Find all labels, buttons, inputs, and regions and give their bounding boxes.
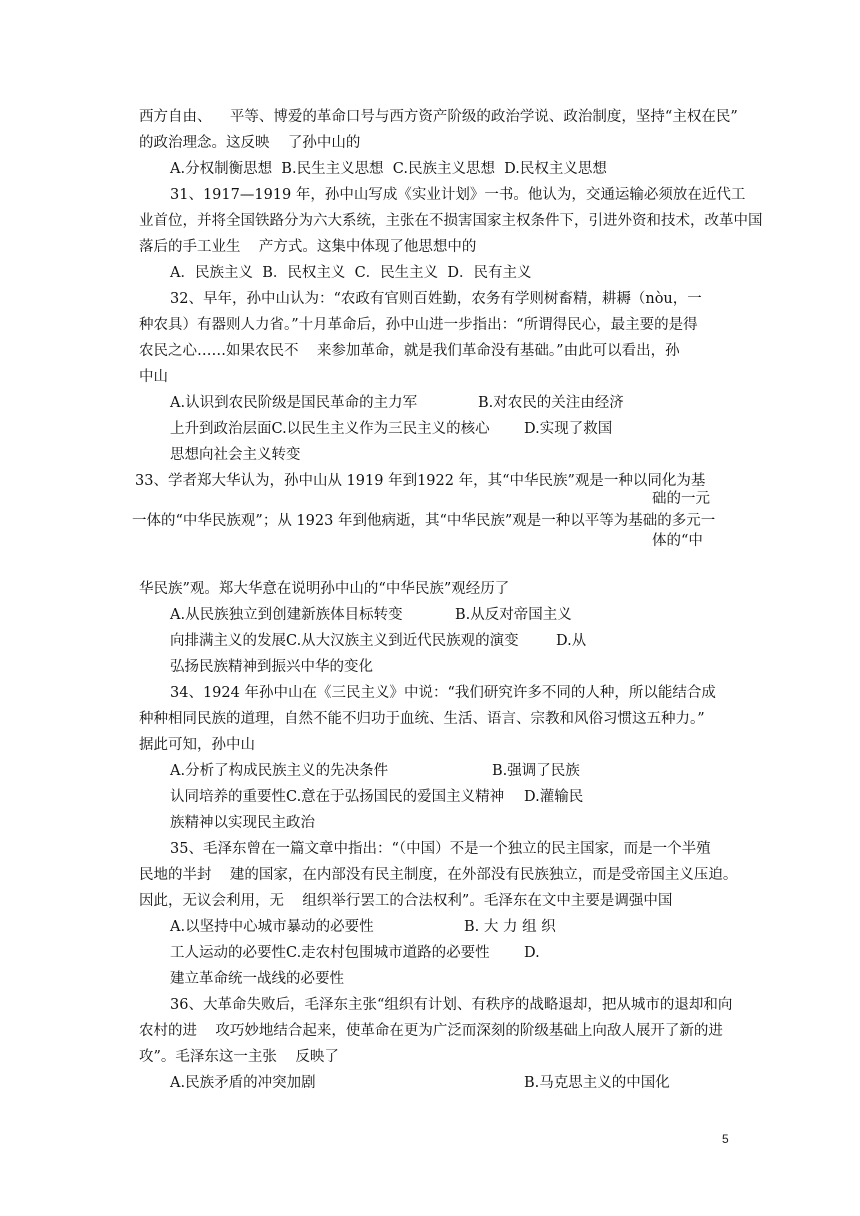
option-line: A.分权制衡思想 B.民生主义思想 C.民族主义思想 D.民权主义思想 <box>170 161 607 177</box>
option-c: 向排满主义的发展C.从大汉族主义到近代民族观的演变 <box>170 633 519 649</box>
option-a: A.以坚持中心城市暴动的必要性 <box>170 919 374 935</box>
question-35: 35、毛泽东曾在一篇文章中指出：“（中国）不是一个独立的民主国家，而是一个半殖 <box>170 841 711 857</box>
text-line: 建立革命统一战线的必要性 <box>170 971 344 987</box>
page-number: 5 <box>722 1132 729 1146</box>
text-line: 种种相同民族的道理，自然不能不归功于血统、生活、语言、宗教和风俗习惯这五种力。” <box>139 711 705 727</box>
question-32: 32、早年，孙中山认为：“农政有官则百姓勤，农务有学则树畜精，耕耨（nòu，一 <box>170 291 702 307</box>
option-d: D.实现了救国 <box>524 421 613 437</box>
option-a: A.认识到农民阶级是国民革命的主力军 <box>170 395 418 411</box>
text-line: 农民之心……如果农民不 来参加革命，就是我们革命没有基础。”由此可以看出，孙 <box>139 343 680 359</box>
text-line: 种农具）有器则人力省。”十月革命后，孙中山进一步指出：“所谓得民心，最主要的是得 <box>139 317 698 333</box>
text-line: 因此，无议会利用，无 组织举行罢工的合法权利”。毛泽东在文中主要是调强中国 <box>139 893 673 909</box>
text-line: 一体的“中华民族观”；从 1923 年到他病逝，其“中华民族”观是一种以平等为基础的多元一 <box>132 513 716 529</box>
option-b: B. 大 力 组 织 <box>464 919 556 935</box>
option-b: B.从反对帝国主义 <box>455 607 572 623</box>
option-b: B.马克思主义的中国化 <box>524 1075 670 1091</box>
option-b: B.强调了民族 <box>492 763 580 779</box>
option-a: A.民族矛盾的冲突加剧 <box>170 1075 316 1091</box>
text-line: 弘扬民族精神到振兴中华的变化 <box>170 659 373 675</box>
option-b: B.对农民的关注由经济 <box>478 395 624 411</box>
text-line: 族精神以实现民主政治 <box>170 815 315 831</box>
question-34: 34、1924 年孙中山在《三民主义》中说：“我们研究许多不同的人种，所以能结合成 <box>170 685 716 701</box>
option-d: D. <box>524 945 540 961</box>
option-d: D.灌输民 <box>524 789 584 805</box>
question-36: 36、大革命失败后，毛泽东主张“组织有计划、有秩序的战略退却，把从城市的退却和向 <box>170 997 733 1013</box>
text-line: 础的一元 <box>652 491 710 507</box>
option-c: 认同培养的重要性C.意在于弘扬国民的爱国主义精神 <box>170 789 505 805</box>
text-line: 华民族”观。郑大华意在说明孙中山的“中华民族”观经历了 <box>139 581 510 597</box>
text-line: 思想向社会主义转变 <box>170 447 301 463</box>
option-c: 上升到政治层面C.以民生主义作为三民主义的核心 <box>170 421 490 437</box>
option-line: A．民族主义 B．民权主义 C．民生主义 D．民有主义 <box>170 265 532 281</box>
text-line: 中山 <box>139 369 168 385</box>
text-line: 农村的进 攻巧妙地结合起来，使革命在更为广泛而深刻的阶级基础上向敌人展开了新的进 <box>139 1023 723 1039</box>
text-line: 业首位，并将全国铁路分为六大系统，主张在不损害国家主权条件下，引进外资和技术，改革中国 <box>139 213 763 229</box>
text-line: 的政治理念。这反映 了孙中山的 <box>139 135 361 151</box>
text-line: 落后的手工业生 产方式。这集中体现了他思想中的 <box>139 239 477 255</box>
option-a: A.从民族独立到创建新族体目标转变 <box>170 607 403 623</box>
text-line: 攻”。毛泽东这一主张 反映了 <box>139 1049 339 1065</box>
text-line: 体的“中 <box>652 533 703 549</box>
text-line: 西方自由、 平等、博爱的革命口号与西方资产阶级的政治学说、政治制度，坚持“主权在民” <box>139 109 738 125</box>
option-d: D.从 <box>556 633 587 649</box>
question-31: 31、1917—1919 年，孙中山写成《实业计划》一书。他认为，交通运输必须放在近代工 <box>170 187 746 203</box>
option-a: A.分析了构成民族主义的先决条件 <box>170 763 389 779</box>
option-c: 工人运动的必要性C.走农村包围城市道路的必要性 <box>170 945 490 961</box>
text-line: 据此可知，孙中山 <box>139 737 255 753</box>
question-33: 33、学者郑大华认为，孙中山从 1919 年到1922 年，其“中华民族”观是一种以同化为基 <box>135 473 706 489</box>
text-line: 民地的半封 建的国家，在内部没有民主制度，在外部没有民族独立，而是受帝国主义压迫。 <box>139 867 738 883</box>
